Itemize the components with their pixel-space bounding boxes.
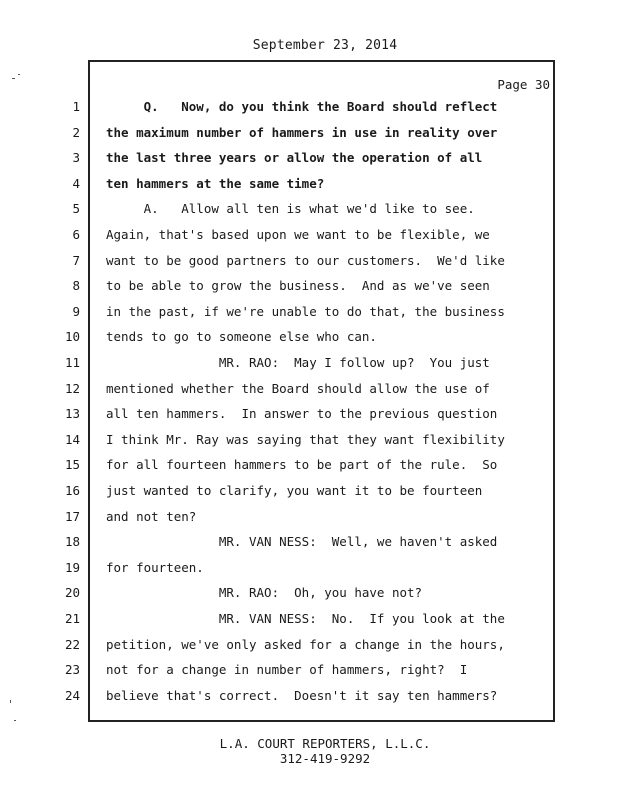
line-text: believe that's correct. Doesn't it say ten hammers? [106, 687, 498, 703]
scan-speck [14, 720, 16, 721]
line-text: Q. Now, do you think the Board should reflect [106, 99, 498, 114]
line-text: I think Mr. Ray was saying that they want flexibility [106, 431, 505, 447]
transcript-line [0, 251, 560, 271]
line-number: 21 [64, 611, 80, 626]
line-text: MR. VAN NESS: Well, we haven't asked [106, 534, 498, 550]
line-number: 18 [64, 534, 80, 550]
scan-speck [10, 700, 11, 703]
line-number: 2 [72, 124, 80, 140]
line-text: in the past, if we're unable to do that, the business [106, 303, 505, 319]
transcript-line [0, 174, 560, 194]
transcript-line [0, 430, 560, 450]
line-number: 12 [64, 380, 80, 396]
line-text: mentioned whether the Board should allow the use of [106, 380, 490, 396]
line-text: want to be good partners to our customers. We'd like [106, 252, 505, 268]
line-number: 7 [72, 252, 80, 268]
transcript-line [0, 558, 560, 578]
line-number: 1 [72, 99, 80, 114]
transcript-line [0, 686, 560, 706]
line-text: Again, that's based upon we want to be flexible, we [106, 227, 490, 242]
line-text: MR. RAO: Oh, you have not? [106, 585, 423, 601]
transcript-line [0, 302, 560, 322]
transcript-line [0, 532, 560, 552]
transcript-line [0, 583, 560, 603]
line-text: for all fourteen hammers to be part of the rule. So [106, 457, 498, 473]
line-text: not for a change in number of hammers, right? I [106, 662, 468, 678]
transcript-line [0, 507, 560, 527]
line-number: 23 [64, 662, 80, 678]
transcript-line [0, 327, 560, 347]
scan-speck [12, 78, 15, 79]
line-text: petition, we've only asked for a change in the hours, [106, 636, 505, 652]
transcript-line [0, 148, 560, 168]
transcript-line [0, 97, 560, 117]
line-number: 20 [64, 585, 80, 601]
line-number: 13 [64, 406, 80, 422]
line-number: 3 [72, 150, 80, 166]
line-number: 5 [72, 201, 80, 217]
line-text: MR. RAO: May I follow up? You just [106, 355, 490, 370]
transcript-line [0, 609, 560, 629]
line-number: 22 [64, 636, 80, 652]
transcript-line [0, 199, 560, 219]
line-text: ten hammers at the same time? [106, 175, 325, 191]
transcript-line [0, 225, 560, 245]
line-text: to be able to grow the business. And as we've seen [106, 278, 490, 294]
line-number: 17 [64, 508, 80, 524]
line-number: 10 [64, 329, 80, 345]
transcript-line [0, 481, 560, 501]
court-reporter-name: L.A. COURT REPORTERS, L.L.C. [219, 736, 431, 751]
scan-speck [18, 74, 20, 75]
line-number: 14 [64, 431, 80, 447]
line-number: 16 [64, 483, 80, 498]
transcript-line [0, 123, 560, 143]
line-number: 11 [64, 355, 80, 370]
transcript-line [0, 635, 560, 655]
transcript-line [0, 404, 560, 424]
line-number: 9 [72, 303, 80, 319]
line-text: the last three years or allow the operation of all [106, 150, 483, 166]
line-text: MR. VAN NESS: No. If you look at the [106, 611, 505, 626]
line-text: just wanted to clarify, you want it to be fourteen [106, 483, 483, 498]
line-text: all ten hammers. In answer to the previous question [106, 406, 498, 422]
line-text: A. Allow all ten is what we'd like to see. [106, 201, 475, 217]
line-text: and not ten? [106, 508, 197, 524]
page-number: Page 30 [497, 77, 550, 92]
line-number: 24 [64, 687, 80, 703]
line-text: for fourteen. [106, 559, 204, 575]
transcript-line [0, 353, 560, 373]
transcript-line [0, 276, 560, 296]
court-reporter-phone: 312-419-9292 [279, 751, 371, 766]
line-number: 8 [72, 278, 80, 294]
transcript-line [0, 455, 560, 475]
line-number: 6 [72, 227, 80, 242]
transcript-date: September 23, 2014 [252, 38, 398, 53]
transcript-line [0, 660, 560, 680]
line-number: 15 [64, 457, 80, 473]
line-number: 19 [64, 559, 80, 575]
line-text: tends to go to someone else who can. [106, 329, 377, 345]
line-text: the maximum number of hammers in use in reality over [106, 124, 498, 140]
transcript-line [0, 379, 560, 399]
line-number: 4 [72, 175, 80, 191]
